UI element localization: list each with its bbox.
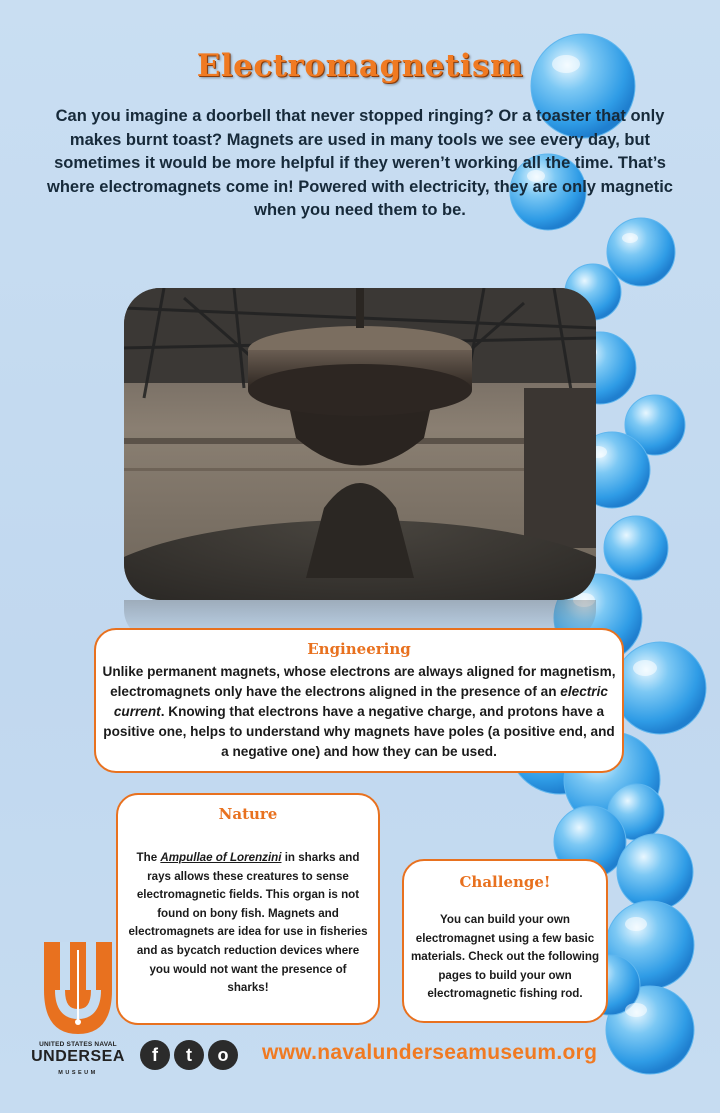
nature-box	[116, 793, 380, 1025]
nature-text: The Ampullae of Lorenzini in sharks and rays allows these creatures to sense electromagnetic fields. This organ is not found on bony fish. Magnets and electromagnets are idea for use in fisheries and as bycatch reduction devices where you would not want the presence of sharks!	[128, 851, 368, 995]
engineering-box	[94, 628, 624, 773]
page-title: Electromagnetism	[196, 48, 524, 84]
engineering-text: Unlike permanent magnets, whose electrons are always aligned for magnetism, electromagnets only have the electrons aligned in the presence of an electric current. Knowing that electrons have a negative charge, and protons have a positive one, helps to understand why magnets have poles (a positive end, and a negative one) and how they can be used.	[102, 664, 616, 759]
instagram-icon[interactable]: o	[208, 1040, 238, 1070]
challenge-text: You can build your own electromagnet using a few basic materials. Check out the following pages to build your own electromagnetic fishing rod.	[410, 913, 600, 1001]
museum-logo	[30, 942, 126, 1082]
twitter-icon[interactable]: t	[174, 1040, 204, 1070]
social-links	[140, 1040, 238, 1072]
electromagnet-photo	[124, 288, 596, 600]
logo-line-1: UNITED STATES NAVAL	[39, 1041, 117, 1048]
challenge-box	[402, 859, 608, 1023]
nature-heading: Nature	[218, 805, 278, 823]
engineering-heading: Engineering	[307, 640, 411, 658]
logo-line-3: MUSEUM	[58, 1070, 98, 1076]
website-link[interactable]: www.navalunderseamuseum.org	[262, 1041, 598, 1064]
facebook-icon[interactable]: f	[140, 1040, 170, 1070]
intro-paragraph: Can you imagine a doorbell that never stopped ringing? Or a toaster that only makes burnt toast? Magnets are used in many tools we see every day, but sometimes it would be more helpful if they weren’t working all the time. That’s where electromagnets come in! Powered with electricity, they are only magnetic when you need them to be.	[47, 107, 673, 219]
logo-line-2: UNDERSEA	[31, 1048, 125, 1065]
challenge-heading: Challenge!	[459, 873, 551, 891]
